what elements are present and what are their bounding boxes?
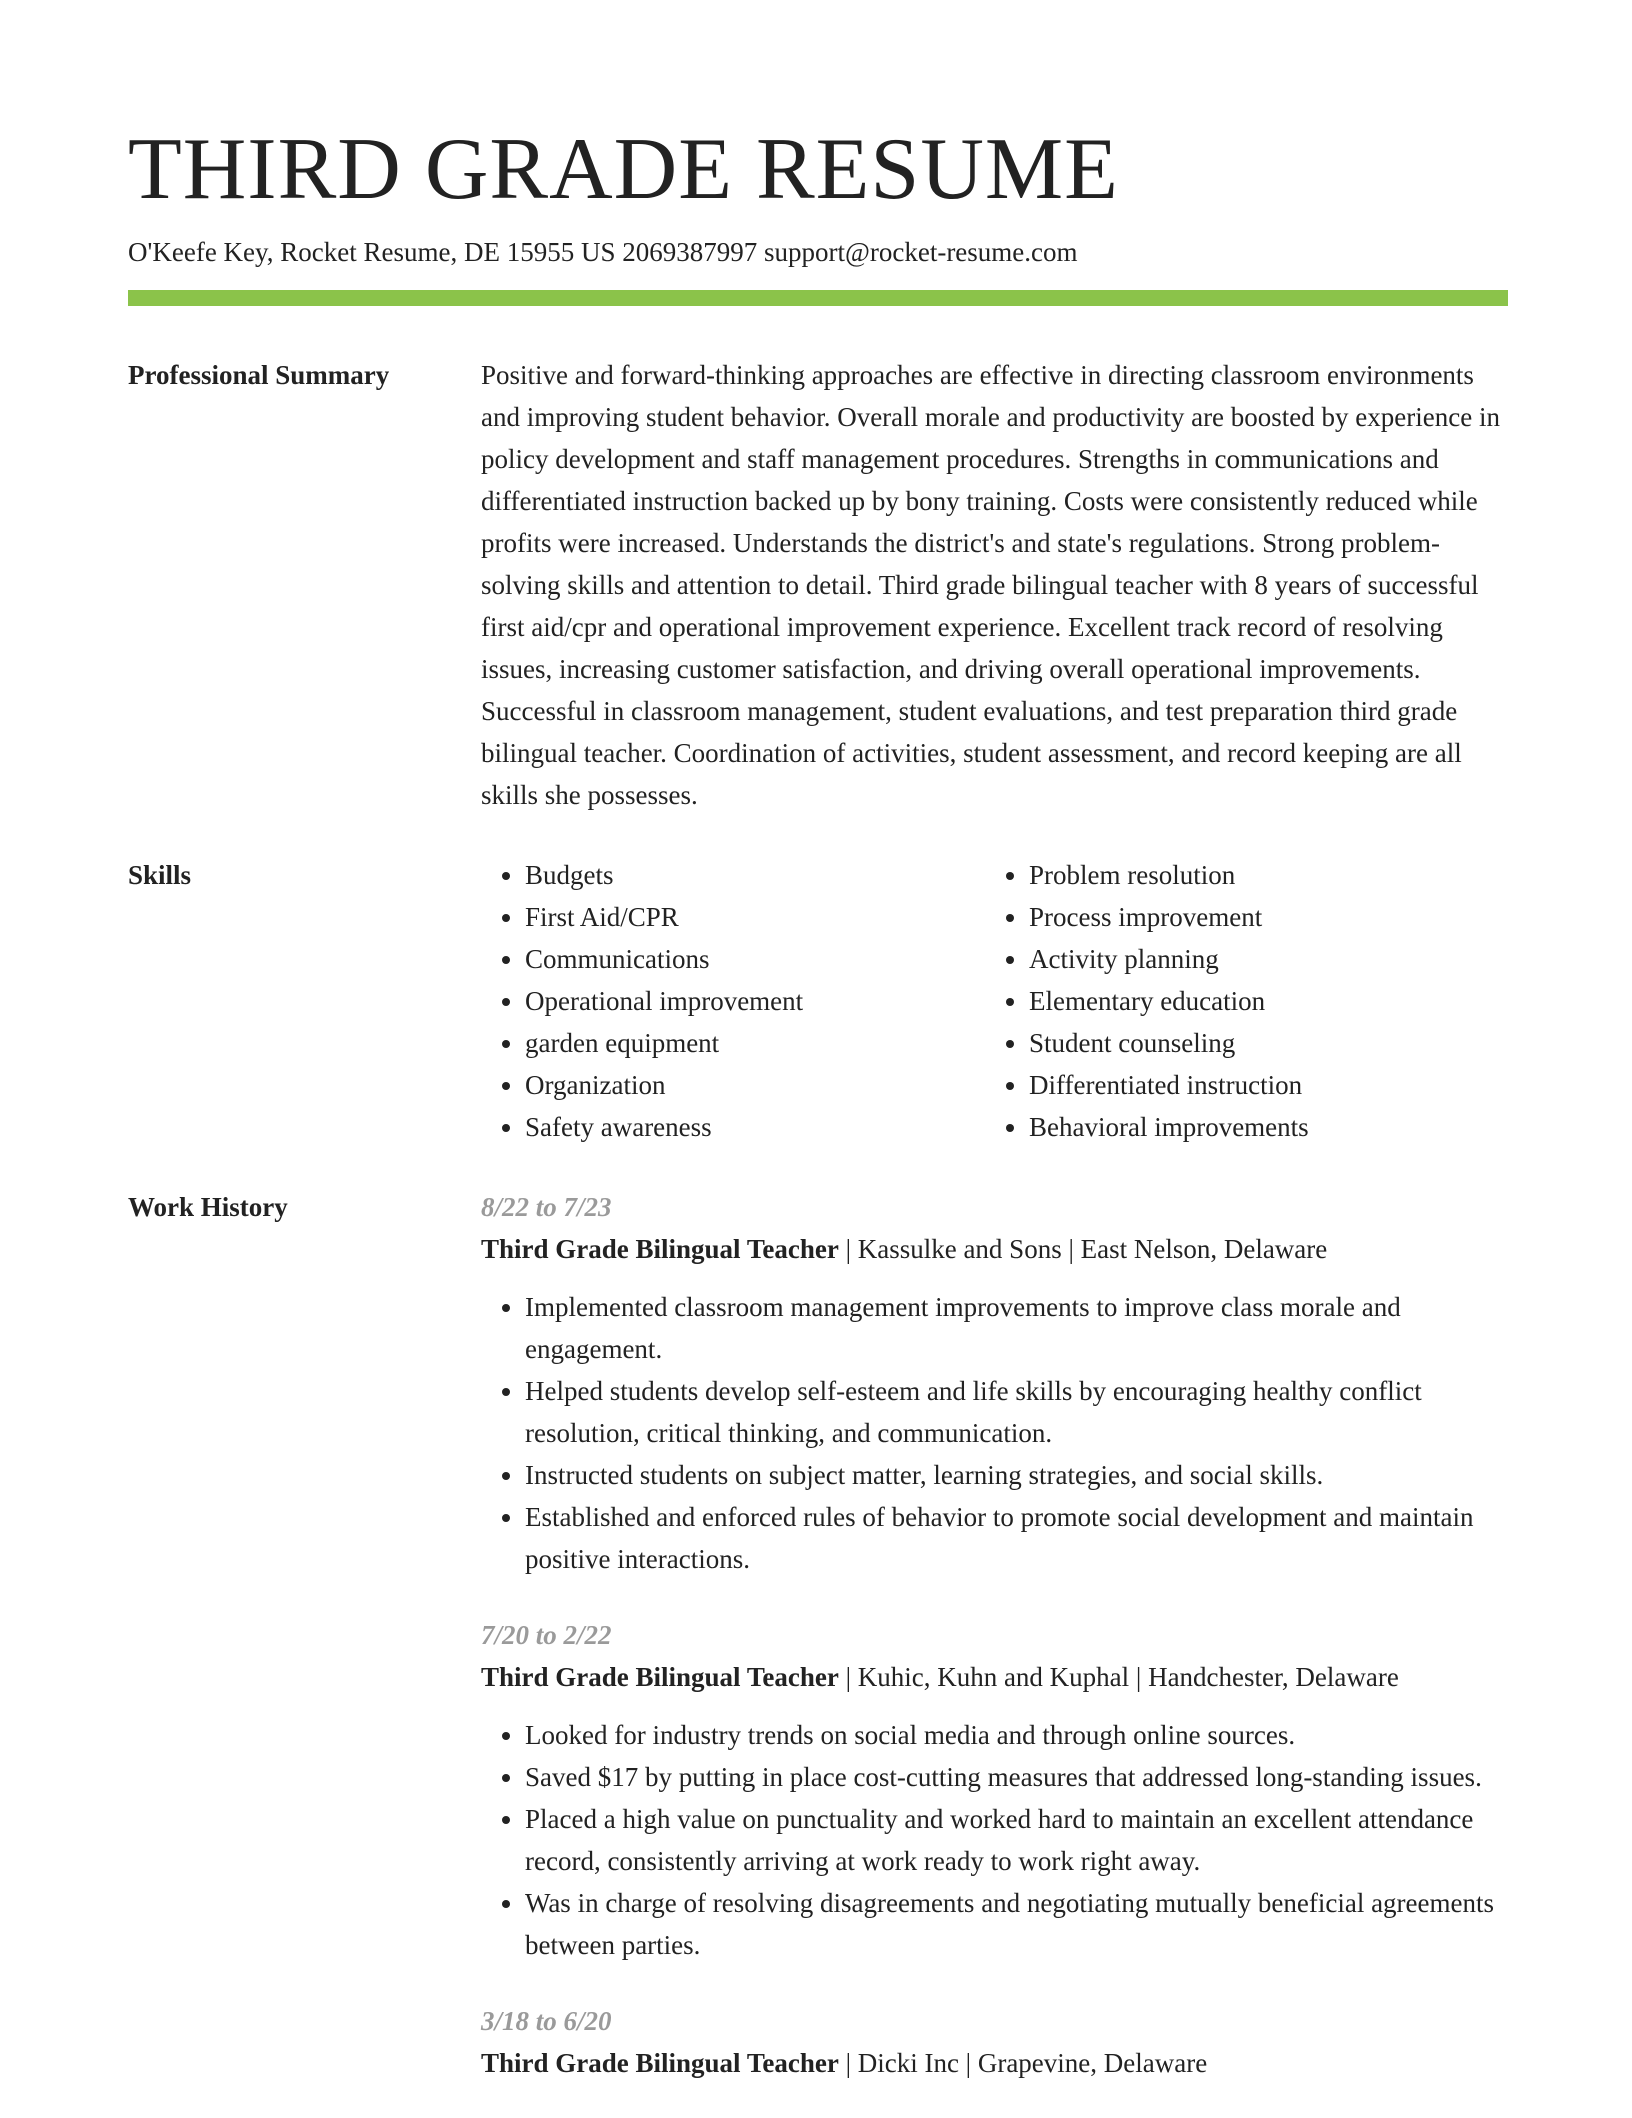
job-bullet: • Helped students develop self-esteem and life skills by encouraging healthy conflict resolution, critical thinking, and communication. xyxy=(525,1370,1508,1454)
skill-item: • Safety awareness xyxy=(525,1106,985,1148)
skills-columns xyxy=(481,854,1508,1148)
summary-body xyxy=(481,354,1508,816)
resume-page xyxy=(128,120,1508,2118)
job-bullet: • Placed a high value on punctuality and worked hard to maintain an excellent attendance record, consistently arriving at work ready to work right away. xyxy=(525,1798,1508,1882)
work-label: Work History xyxy=(128,1192,288,1222)
accent-rule xyxy=(128,290,1508,306)
skills-body xyxy=(481,854,1508,1148)
job-details: | Kuhic, Kuhn and Kuphal | Handchester, Delaware xyxy=(838,1662,1399,1692)
contact-line: O'Keefe Key, Rocket Resume, DE 15955 US 2069387997 support@rocket-resume.com xyxy=(128,237,1078,267)
job-date: 3/18 to 6/20 xyxy=(481,2006,612,2036)
skill-item: • Process improvement xyxy=(1029,896,1489,938)
job-date: 7/20 to 2/22 xyxy=(481,1620,612,1650)
skill-item: • Problem resolution xyxy=(1029,854,1489,896)
skill-item: • Operational improvement xyxy=(525,980,985,1022)
skills-list-left xyxy=(481,854,985,1148)
job-entry xyxy=(481,1614,1508,1966)
job-bullets xyxy=(481,1286,1508,1580)
skill-item: • Communications xyxy=(525,938,985,980)
skill-item: • Elementary education xyxy=(1029,980,1489,1022)
skill-item: • Budgets xyxy=(525,854,985,896)
skill-item: • Activity planning xyxy=(1029,938,1489,980)
job-title: Third Grade Bilingual Teacher xyxy=(481,2048,839,2078)
job-bullet: • Instructed students on subject matter, learning strategies, and social skills. xyxy=(525,1454,1508,1496)
job-details: | Dicki Inc | Grapevine, Delaware xyxy=(838,2048,1208,2078)
work-section xyxy=(128,1186,1508,2118)
skill-item: • First Aid/CPR xyxy=(525,896,985,938)
job-bullet: • Saved $17 by putting in place cost-cutting measures that addressed long-standing issues. xyxy=(525,1756,1508,1798)
job-bullet: • Was in charge of resolving disagreements and negotiating mutually beneficial agreements between parties. xyxy=(525,1882,1508,1966)
job-entry xyxy=(481,2000,1508,2084)
job-details: | Kassulke and Sons | East Nelson, Delaware xyxy=(838,1234,1328,1264)
job-bullets xyxy=(481,1714,1508,1966)
job-bullet: • Implemented classroom management improvements to improve class morale and engagement. xyxy=(525,1286,1508,1370)
skill-item: • Student counseling xyxy=(1029,1022,1489,1064)
summary-text: Positive and forward-thinking approaches are effective in directing classroom environments and improving student behavior. Overall morale and productivity are boosted by experience in policy development and staff management procedures. Strengths in communications and differentiated instruction backed up by bony training. Costs were consistently reduced while profits were increased. Understands the district's and state's regulations. Strong problem-solving skills and attention to detail. Third grade bilingual teacher with 8 years of successful first aid/cpr and operational improvement experience. Excellent track record of resolving issues, increasing customer satisfaction, and driving overall operational improvements. Successful in classroom management, student evaluations, and test preparation third grade bilingual teacher. Coordination of activities, student assessment, and record keeping are all skills she possesses. xyxy=(481,360,1500,810)
job-entry xyxy=(481,1186,1508,1580)
job-bullet: • Looked for industry trends on social media and through online sources. xyxy=(525,1714,1508,1756)
skill-item: • Organization xyxy=(525,1064,985,1106)
summary-section xyxy=(128,354,1508,816)
skills-label: Skills xyxy=(128,860,192,890)
skill-item: • garden equipment xyxy=(525,1022,985,1064)
job-title-line xyxy=(481,1228,1508,1270)
skills-list-right xyxy=(985,854,1489,1148)
summary-label: Professional Summary xyxy=(128,360,390,390)
job-bullet: • Established and enforced rules of behavior to promote social development and maintain positive interactions. xyxy=(525,1496,1508,1580)
job-title: Third Grade Bilingual Teacher xyxy=(481,1662,839,1692)
work-body xyxy=(481,1186,1508,2118)
job-title: Third Grade Bilingual Teacher xyxy=(481,1234,839,1264)
job-date: 8/22 to 7/23 xyxy=(481,1192,612,1222)
resume-title: THIRD GRADE RESUME xyxy=(128,121,1119,218)
skills-section xyxy=(128,854,1508,1148)
skill-item: • Behavioral improvements xyxy=(1029,1106,1489,1148)
skill-item: • Differentiated instruction xyxy=(1029,1064,1489,1106)
job-title-line xyxy=(481,2042,1508,2084)
job-title-line xyxy=(481,1656,1508,1698)
